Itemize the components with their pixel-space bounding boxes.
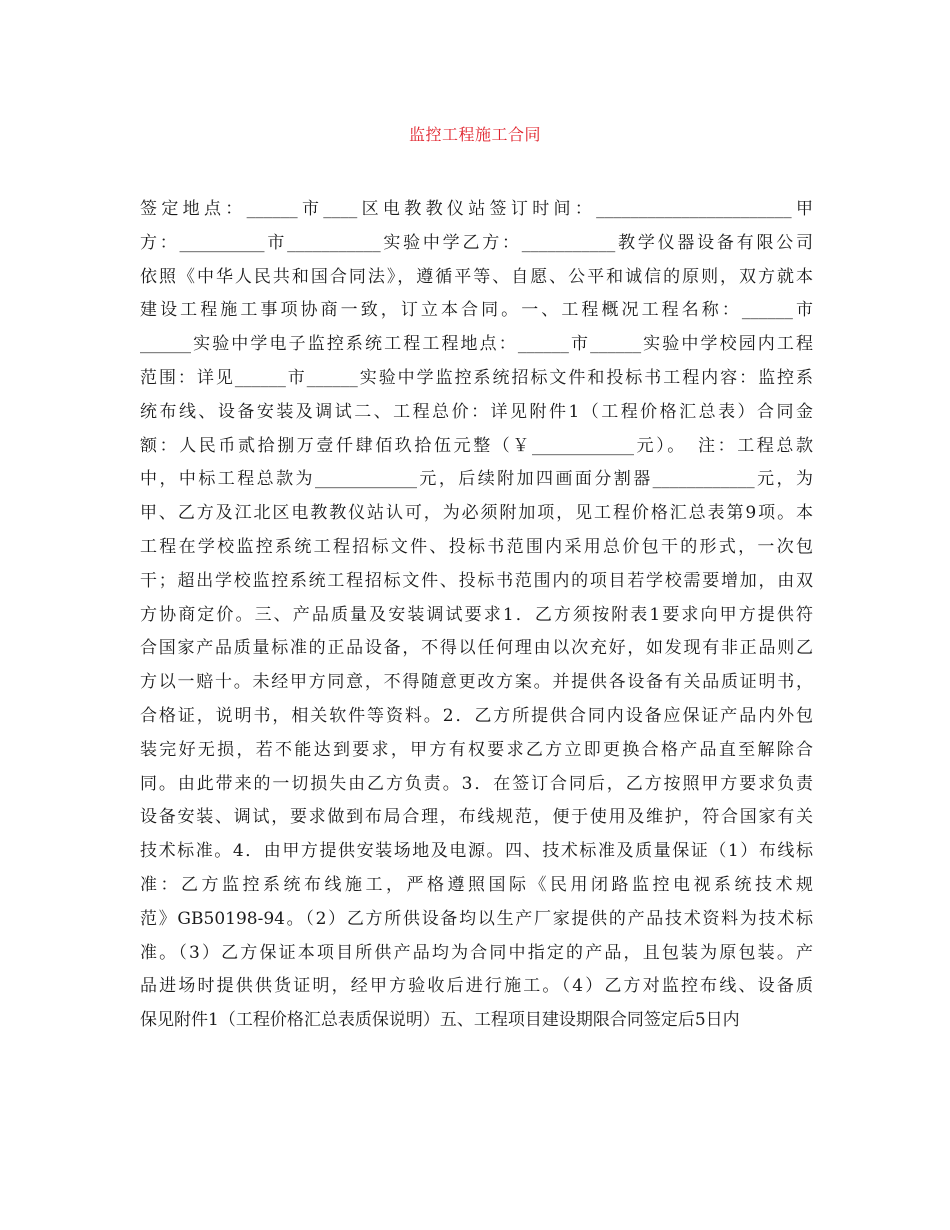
- body-line: 范围：详见______市______实验中学监控系统招标文件和投标书工程内容：监控系: [140, 367, 813, 388]
- body-line: 准：乙方监控系统布线施工，严格遵照国际《民用闭路监控电视系统技术规: [140, 874, 813, 895]
- document-title: 监控工程施工合同: [408, 125, 541, 144]
- body-line: 准。（3）乙方保证本项目所供产品均为合同中指定的产品，且包装为原包装。产: [140, 942, 813, 963]
- body-line: 方：__________市___________实验中学乙方：___________教学仪器设备有限公司: [140, 232, 813, 253]
- body-line: 依照《中华人民共和国合同法》，遵循平等、自愿、公平和诚信的原则，双方就本: [140, 266, 813, 287]
- document-body: [140, 193, 813, 1038]
- body-line: 甲、乙方及江北区电教教仪站认可，为必须附加项，见工程价格汇总表第9项。本: [140, 503, 813, 524]
- body-line: 工程在学校监控系统工程招标文件、投标书范围内采用总价包干的形式，一次包: [140, 536, 813, 557]
- body-line: 设备安装、调试，要求做到布局合理，布线规范，便于使用及维护，符合国家有关: [140, 807, 813, 828]
- body-line: 签定地点：______市____区电教教仪站签订时间：_______________________甲: [140, 199, 813, 219]
- body-line: 额：人民币贰拾捌万壹仟肆佰玖拾伍元整（￥____________元）。 注：工程总款: [140, 435, 813, 456]
- body-line: 方协商定价。三、产品质量及安装调试要求1．乙方须按附表1要求向甲方提供符: [140, 604, 813, 625]
- body-line: 干；超出学校监控系统工程招标文件、投标书范围内的项目若学校需要增加，由双: [140, 570, 813, 591]
- body-line: 同。由此带来的一切损失由乙方负责。3．在签订合同后，乙方按照甲方要求负责: [140, 773, 813, 794]
- body-line: 技术标准。4．由甲方提供安装场地及电源。四、技术标准及质量保证（1）布线标: [140, 841, 813, 862]
- body-line: 方以一赔十。未经甲方同意，不得随意更改方案。并提供各设备有关品质证明书，: [140, 672, 813, 693]
- body-line: 建设工程施工事项协商一致，订立本合同。一、工程概况工程名称：______市: [140, 300, 813, 321]
- body-line: 品进场时提供供货证明，经甲方验收后进行施工。（4）乙方对监控布线、设备质: [140, 976, 813, 997]
- body-line: 范》GB50198-94。（2）乙方所供设备均以生产厂家提供的产品技术资料为技术标: [140, 908, 813, 929]
- body-line: 中，中标工程总款为____________元，后续附加四画面分割器____________元，为: [140, 469, 813, 490]
- body-line: 统布线、设备安装及调试二、工程总价：详见附件1（工程价格汇总表）合同金: [140, 401, 813, 422]
- body-line: 合格证，说明书，相关软件等资料。2．乙方所提供合同内设备应保证产品内外包: [140, 705, 813, 726]
- body-line: 合国家产品质量标准的正品设备，不得以任何理由以次充好，如发现有非正品则乙: [140, 638, 813, 659]
- body-line: 保见附件1（工程价格汇总表质保说明）五、工程项目建设期限合同签定后5日内: [140, 1010, 740, 1031]
- body-line: ______实验中学电子监控系统工程工程地点：______市______实验中学校园内工程: [140, 334, 813, 355]
- body-line: 装完好无损，若不能达到要求，甲方有权要求乙方立即更换合格产品直至解除合: [140, 739, 813, 760]
